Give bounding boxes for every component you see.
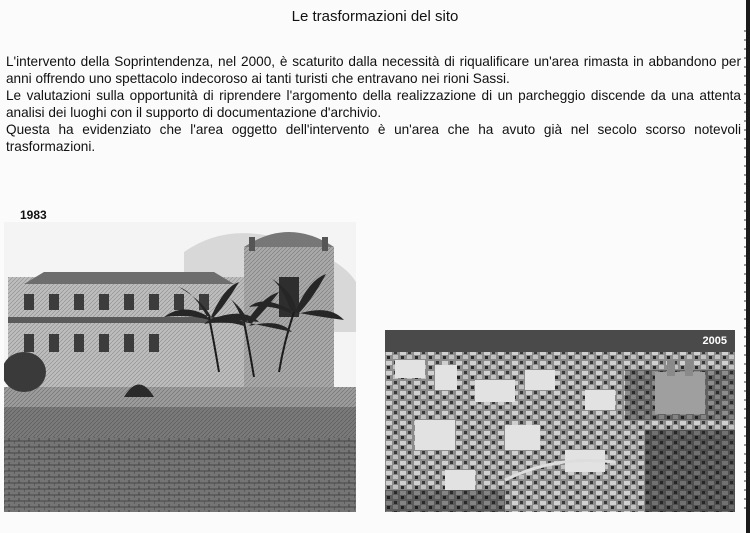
paragraph-2: Le valutazioni sulla opportunità di riprendere l'argomento della realizzazione di un parcheggio discende da una attenta analisi dei luoghi con il supporto di documentazione d'archivio. bbox=[6, 88, 741, 120]
photo-1983 bbox=[4, 222, 356, 512]
page-title: Le trasformazioni del sito bbox=[291, 8, 459, 25]
photo-2005-year-label: 2005 bbox=[702, 335, 727, 347]
photo-1983-year-label: 1983 bbox=[20, 208, 47, 222]
paragraph-3: Questa ha evidenziato che l'area oggetto dell'intervento è un'area che ha avuto già nel secolo scorso notevoli trasformazioni. bbox=[6, 122, 741, 154]
body-text bbox=[6, 53, 741, 155]
paragraph-1: L'intervento della Soprintendenza, nel 2000, è scaturito dalla necessità di riqualificare un'area rimasta in abbandono per anni offrendo uno spettacolo indecoroso ai tanti turisti che entravano nei rioni Sassi. bbox=[6, 54, 741, 86]
photo-2005-illustration bbox=[385, 330, 735, 512]
photo-1983-illustration bbox=[4, 222, 356, 512]
scan-edge-marks bbox=[744, 30, 746, 510]
photo-2005 bbox=[385, 330, 735, 512]
page-edge-bar bbox=[746, 0, 750, 533]
